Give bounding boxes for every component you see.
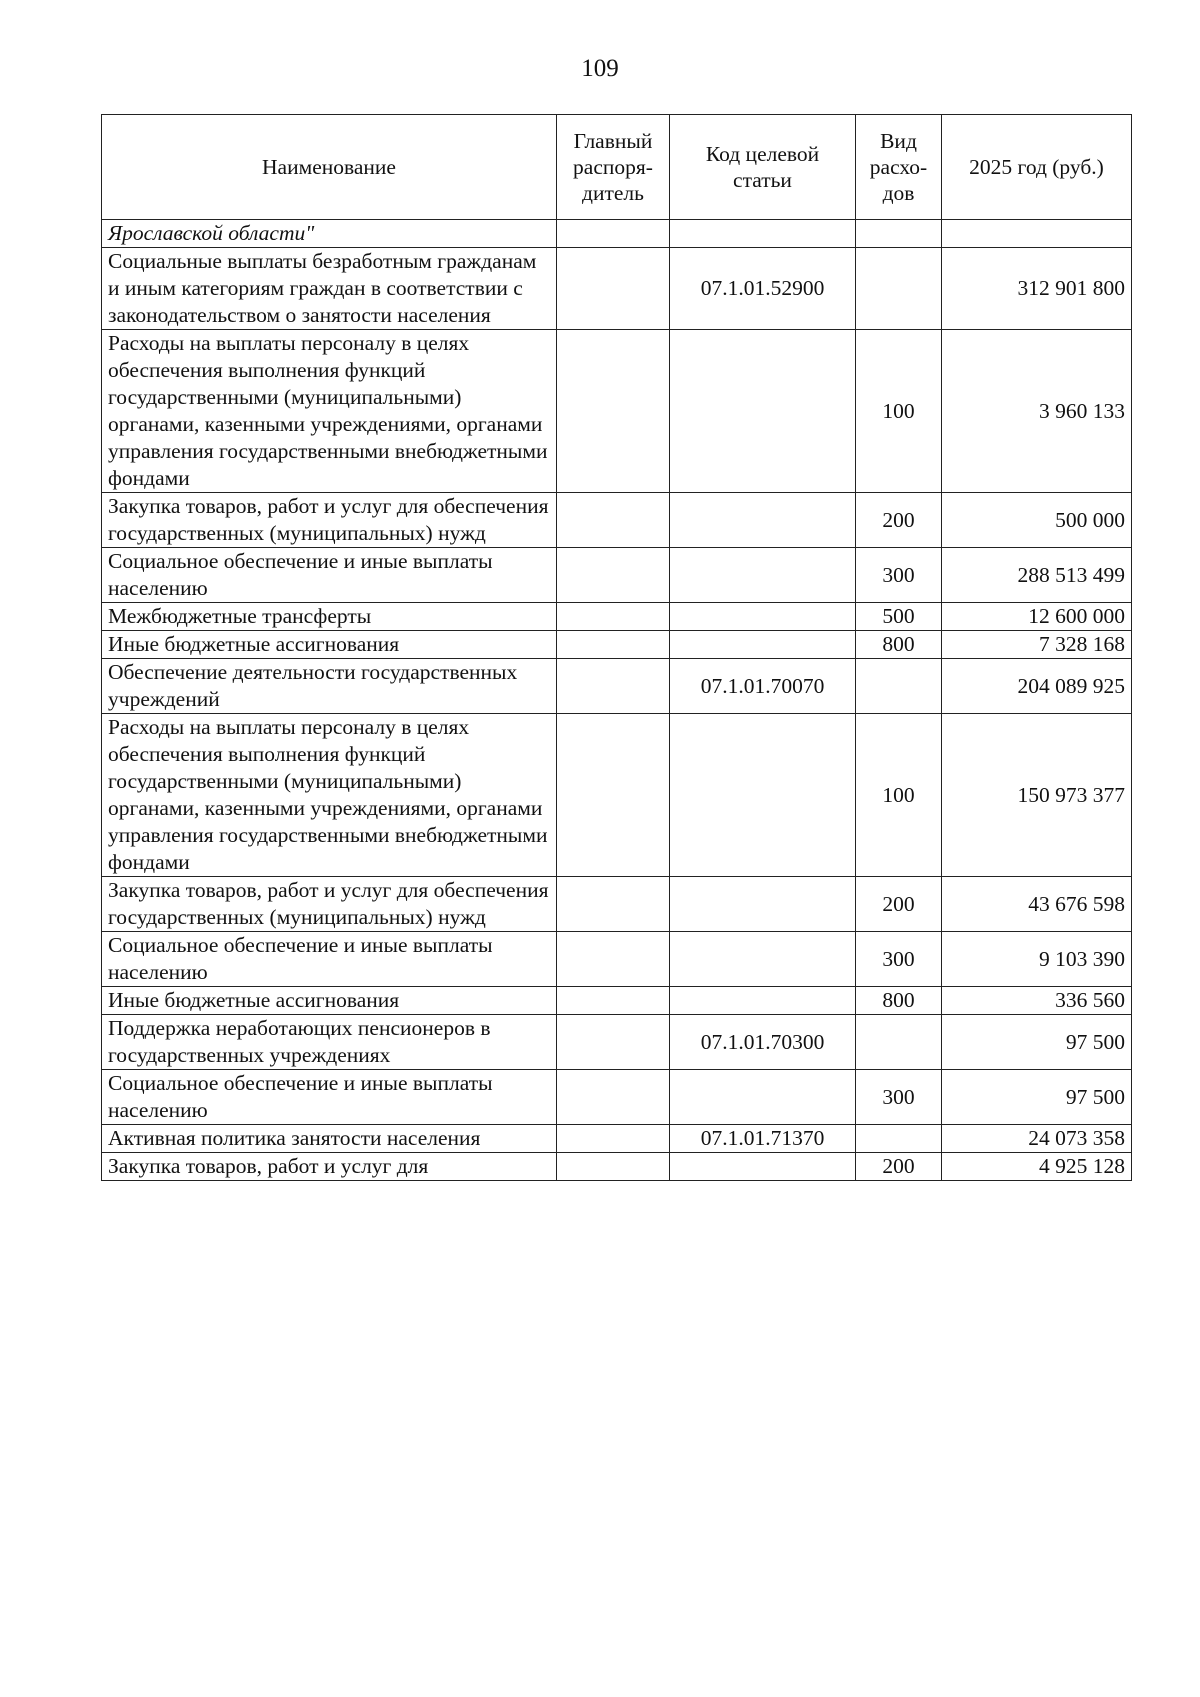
cell-main-manager: [557, 1015, 670, 1070]
cell-name: Расходы на выплаты персоналу в целях обеспечения выполнения функций государственными (муниципальными) органами, казенными учреждениями, органами управления государственными внебюджетными фондами: [102, 714, 557, 877]
cell-name: Закупка товаров, работ и услуг для: [102, 1153, 557, 1181]
table-row: [102, 493, 1132, 548]
cell-name: Социальное обеспечение и иные выплаты населению: [102, 548, 557, 603]
table-row: [102, 1070, 1132, 1125]
cell-name: Обеспечение деятельности государственных учреждений: [102, 659, 557, 714]
cell-amount: 500 000: [942, 493, 1132, 548]
cell-main-manager: [557, 1153, 670, 1181]
cell-name: Расходы на выплаты персоналу в целях обеспечения выполнения функций государственными (муниципальными) органами, казенными учреждениями, органами управления государственными внебюджетными фондами: [102, 330, 557, 493]
cell-name: Поддержка неработающих пенсионеров в государственных учреждениях: [102, 1015, 557, 1070]
cell-code: 07.1.01.70300: [670, 1015, 856, 1070]
table-row: [102, 330, 1132, 493]
cell-amount: [942, 220, 1132, 248]
cell-code: [670, 603, 856, 631]
cell-amount: 7 328 168: [942, 631, 1132, 659]
table-row: [102, 714, 1132, 877]
page-number: 109: [581, 55, 619, 82]
cell-code: 07.1.01.70070: [670, 659, 856, 714]
cell-type: 200: [856, 1153, 942, 1181]
cell-amount: 288 513 499: [942, 548, 1132, 603]
cell-name: Иные бюджетные ассигнования: [102, 631, 557, 659]
cell-code: 07.1.01.71370: [670, 1125, 856, 1153]
cell-type: [856, 1125, 942, 1153]
cell-code: [670, 714, 856, 877]
cell-code: [670, 330, 856, 493]
cell-amount: 9 103 390: [942, 932, 1132, 987]
cell-type: 800: [856, 631, 942, 659]
cell-type: 100: [856, 714, 942, 877]
cell-type: 100: [856, 330, 942, 493]
cell-amount: 43 676 598: [942, 877, 1132, 932]
cell-type: [856, 1015, 942, 1070]
table-row: [102, 877, 1132, 932]
header-expense-type: Вид расхо-дов: [856, 115, 942, 220]
cell-amount: 336 560: [942, 987, 1132, 1015]
cell-type: [856, 248, 942, 330]
cell-main-manager: [557, 659, 670, 714]
table-row: [102, 631, 1132, 659]
cell-main-manager: [557, 987, 670, 1015]
cell-code: [670, 877, 856, 932]
cell-code: [670, 548, 856, 603]
cell-main-manager: [557, 330, 670, 493]
cell-name: Иные бюджетные ассигнования: [102, 987, 557, 1015]
header-year-2025: 2025 год (руб.): [942, 115, 1132, 220]
table-row: [102, 1125, 1132, 1153]
cell-name: Социальное обеспечение и иные выплаты населению: [102, 932, 557, 987]
cell-amount: 4 925 128: [942, 1153, 1132, 1181]
table-row: [102, 548, 1132, 603]
cell-code: [670, 1070, 856, 1125]
cell-type: 300: [856, 932, 942, 987]
cell-name: Межбюджетные трансферты: [102, 603, 557, 631]
cell-code: [670, 220, 856, 248]
cell-main-manager: [557, 548, 670, 603]
cell-main-manager: [557, 220, 670, 248]
cell-main-manager: [557, 714, 670, 877]
cell-main-manager: [557, 493, 670, 548]
cell-amount: 97 500: [942, 1015, 1132, 1070]
cell-amount: 312 901 800: [942, 248, 1132, 330]
cell-main-manager: [557, 877, 670, 932]
cell-name: Социальное обеспечение и иные выплаты населению: [102, 1070, 557, 1125]
cell-amount: 12 600 000: [942, 603, 1132, 631]
cell-name: Закупка товаров, работ и услуг для обеспечения государственных (муниципальных) нужд: [102, 877, 557, 932]
header-name: Наименование: [102, 115, 557, 220]
header-main-manager: Главный распоря-дитель: [557, 115, 670, 220]
cell-amount: 3 960 133: [942, 330, 1132, 493]
cell-main-manager: [557, 248, 670, 330]
cell-main-manager: [557, 1070, 670, 1125]
cell-name: Активная политика занятости населения: [102, 1125, 557, 1153]
cell-code: 07.1.01.52900: [670, 248, 856, 330]
cell-amount: 24 073 358: [942, 1125, 1132, 1153]
cell-code: [670, 1153, 856, 1181]
budget-table: [101, 114, 1132, 1181]
cell-main-manager: [557, 932, 670, 987]
cell-code: [670, 932, 856, 987]
table-header-row: [102, 115, 1132, 220]
table-row: [102, 932, 1132, 987]
table-row: [102, 603, 1132, 631]
cell-amount: 97 500: [942, 1070, 1132, 1125]
cell-code: [670, 631, 856, 659]
table-row: [102, 987, 1132, 1015]
cell-type: 800: [856, 987, 942, 1015]
cell-main-manager: [557, 603, 670, 631]
cell-type: 200: [856, 493, 942, 548]
cell-code: [670, 493, 856, 548]
header-target-code: Код целевой статьи: [670, 115, 856, 220]
cell-type: 300: [856, 1070, 942, 1125]
cell-type: 500: [856, 603, 942, 631]
cell-amount: 150 973 377: [942, 714, 1132, 877]
table-row: [102, 659, 1132, 714]
table-row: [102, 1015, 1132, 1070]
cell-name: Закупка товаров, работ и услуг для обеспечения государственных (муниципальных) нужд: [102, 493, 557, 548]
table-row: [102, 1153, 1132, 1181]
cell-type: [856, 659, 942, 714]
table-row-continuation: [102, 220, 1132, 248]
cell-main-manager: [557, 1125, 670, 1153]
cell-type: 200: [856, 877, 942, 932]
cell-name: Ярославской области": [102, 220, 557, 248]
cell-amount: 204 089 925: [942, 659, 1132, 714]
cell-type: [856, 220, 942, 248]
cell-main-manager: [557, 631, 670, 659]
cell-code: [670, 987, 856, 1015]
cell-type: 300: [856, 548, 942, 603]
cell-name: Социальные выплаты безработным гражданам и иным категориям граждан в соответствии с законодательством о занятости населения: [102, 248, 557, 330]
table-row: [102, 248, 1132, 330]
